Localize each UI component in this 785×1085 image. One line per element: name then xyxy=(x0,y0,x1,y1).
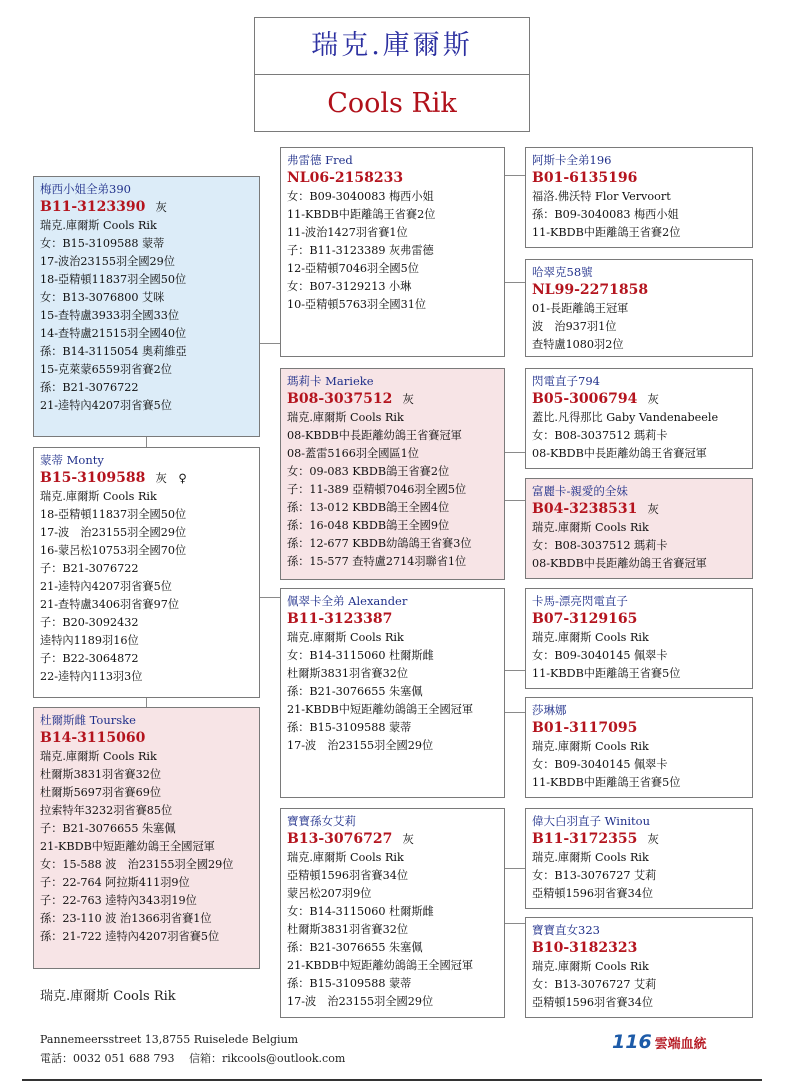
ring-id: B11-3123387 xyxy=(287,611,393,627)
performance-line: 女：B14-3115060 杜爾斯雌 xyxy=(287,905,434,918)
pedigree-box-ddd xyxy=(525,917,753,1018)
performance-line: 女：B08-3037512 瑪莉卡 xyxy=(532,429,668,442)
performance-line: 女：B15-3109588 蒙蒂 xyxy=(40,237,165,250)
pedigree-box-dsd xyxy=(525,697,753,798)
pedigree-box-ssd xyxy=(525,259,753,357)
performance-line: 瑞克.庫爾斯 Cools Rik xyxy=(532,631,649,644)
performance-line: 子：22-763 逵特內343羽19位 xyxy=(40,894,197,907)
ring-number xyxy=(40,469,253,488)
site-logo[interactable] xyxy=(612,1031,707,1053)
connector-line xyxy=(505,923,525,924)
color-sex: 灰 xyxy=(647,392,659,406)
ring-number xyxy=(532,719,746,738)
performance-line: 17-波 治23155羽全國29位 xyxy=(287,739,434,752)
owner-name-chinese: 瑞克.庫爾斯 xyxy=(255,18,529,75)
pedigree-box-sds xyxy=(525,368,753,469)
performance-line: 蒙呂松207羽9位 xyxy=(287,887,372,900)
logo-number: 116 xyxy=(612,1031,652,1053)
owner-signature: 瑞克.庫爾斯 Cools Rik xyxy=(40,989,176,1004)
pedigree-box-sdd xyxy=(525,478,753,579)
pedigree-box-dds xyxy=(525,808,753,909)
ring-id: B01-3117095 xyxy=(532,720,638,736)
performance-line: 08-蓋雷5166羽全國區1位 xyxy=(287,447,419,460)
pedigree-box-sss xyxy=(525,147,753,248)
pedigree-box-sire-dam xyxy=(280,368,505,580)
performance-line: 逵特內1189羽16位 xyxy=(40,634,139,647)
performance-line: 10-亞精頓5763羽全國31位 xyxy=(287,298,427,311)
performance-line: 11-KBDB中距離鴿王省賽5位 xyxy=(532,667,681,680)
performance-line: 子：B21-3076722 xyxy=(40,562,139,575)
performance-line: 瑞克.庫爾斯 Cools Rik xyxy=(287,851,404,864)
performance-line: 孫：B21-3076655 朱塞佩 xyxy=(287,941,423,954)
performance-line: 14-查特盧21515羽全國40位 xyxy=(40,327,187,340)
ring-number xyxy=(532,500,746,519)
ring-id: B11-3123390 xyxy=(40,199,146,215)
performance-line: 瑞克.庫爾斯 Cools Rik xyxy=(287,631,404,644)
performance-line: 17-波 治23155羽全國29位 xyxy=(287,995,434,1008)
performance-line: 21-KBDB中短距離幼鴿鴿王全國冠軍 xyxy=(287,959,474,972)
performance-line: 杜爾斯3831羽省賽32位 xyxy=(287,923,409,936)
performance-line: 01-長距離鴿王冠軍 xyxy=(532,302,629,315)
performance-line: 16-蒙呂松10753羽全國70位 xyxy=(40,544,187,557)
box-title: 弗雷德 Fred xyxy=(287,153,353,167)
performance-line: 21-逵特內4207羽省賽5位 xyxy=(40,580,172,593)
box-title: 阿斯卡全弟196 xyxy=(532,153,612,167)
performance-line: 女：B13-3076727 艾莉 xyxy=(532,978,657,991)
performance-line: 08-KBDB中長距離幼鴿王省賽冠軍 xyxy=(287,429,462,442)
performance-line: 女：B14-3115060 杜爾斯雌 xyxy=(287,649,434,662)
box-title: 梅西小姐全弟390 xyxy=(40,182,131,196)
performance-line: 17-波治23155羽全國29位 xyxy=(40,255,175,268)
color-sex: 灰 xyxy=(155,200,167,214)
performance-line: 女：15-588 波 治23155羽全國29位 xyxy=(40,858,234,871)
box-title: 閃電直子794 xyxy=(532,374,600,388)
connector-line xyxy=(505,670,525,671)
ring-number xyxy=(532,390,746,409)
box-title: 佩翠卡全弟 Alexander xyxy=(287,594,408,608)
ring-number xyxy=(532,830,746,849)
performance-line: 18-亞精頓11837羽全國50位 xyxy=(40,273,187,286)
connector-line xyxy=(146,697,147,707)
ring-id: B10-3182323 xyxy=(532,940,638,956)
performance-line: 21-逵特內4207羽省賽5位 xyxy=(40,399,172,412)
ring-id: B08-3037512 xyxy=(287,391,393,407)
footer-contact: 電話：0032 051 688 793 信箱：rikcools@outlook.com xyxy=(40,1052,346,1065)
ring-number xyxy=(287,610,498,629)
ring-number xyxy=(532,939,746,958)
box-title: 蒙蒂 Monty xyxy=(40,453,104,467)
ring-number xyxy=(532,281,746,300)
performance-line: 杜爾斯5697羽省賽69位 xyxy=(40,786,162,799)
performance-line: 杜爾斯3831羽省賽32位 xyxy=(40,768,162,781)
color-sex: 灰 ♀ xyxy=(155,471,187,485)
ring-id: B14-3115060 xyxy=(40,730,146,746)
performance-line: 孫：B09-3040083 梅西小姐 xyxy=(532,208,679,221)
performance-line: 子：11-389 亞精頓7046羽全國5位 xyxy=(287,483,467,496)
logo-site-name: 雲端血統 xyxy=(654,1037,707,1052)
pedigree-box-sire-sire xyxy=(280,147,505,357)
performance-line: 女：B08-3037512 瑪莉卡 xyxy=(532,539,668,552)
performance-line: 子：B21-3076655 朱塞佩 xyxy=(40,822,176,835)
performance-line: 孫：21-722 逵特內4207羽省賽5位 xyxy=(40,930,220,943)
performance-line: 女：B13-3076800 艾咪 xyxy=(40,291,165,304)
box-title: 杜爾斯雌 Tourske xyxy=(40,713,136,727)
ring-id: B04-3238531 xyxy=(532,501,638,517)
connector-line xyxy=(260,597,280,598)
ring-number xyxy=(287,390,498,409)
performance-line: 女：B09-3040145 佩翠卡 xyxy=(532,649,668,662)
ring-number xyxy=(287,169,498,188)
ring-id: NL06-2158233 xyxy=(287,170,404,186)
ring-id: B05-3006794 xyxy=(532,391,638,407)
performance-line: 15-克萊蒙6559羽省賽2位 xyxy=(40,363,172,376)
performance-line: 孫：B14-3115054 奧莉維亞 xyxy=(40,345,187,358)
performance-line: 查特盧1080羽2位 xyxy=(532,338,624,351)
box-title: 瑪莉卡 Marieke xyxy=(287,374,374,388)
color-sex: 灰 xyxy=(402,392,414,406)
performance-line: 蓋比.凡得那比 Gaby Vandenabeele xyxy=(532,411,719,424)
performance-line: 孫：B21-3076655 朱塞佩 xyxy=(287,685,423,698)
connector-line xyxy=(505,452,525,453)
performance-line: 亞精頓1596羽省賽34位 xyxy=(532,887,654,900)
performance-line: 孫：13-012 KBDB鴿王全國4位 xyxy=(287,501,450,514)
ring-number xyxy=(532,610,746,629)
owner-name-english: Cools Rik xyxy=(327,88,457,119)
connector-line xyxy=(505,175,525,176)
ring-id: B13-3076727 xyxy=(287,831,393,847)
connector-line xyxy=(505,500,525,501)
performance-line: 女：B09-3040145 佩翠卡 xyxy=(532,758,668,771)
performance-line: 08-KBDB中長距離幼鴿王省賽冠軍 xyxy=(532,557,707,570)
performance-line: 11-KBDB中距離鴿王省賽2位 xyxy=(287,208,436,221)
performance-line: 女：B09-3040083 梅西小姐 xyxy=(287,190,434,203)
box-title: 哈翠克58號 xyxy=(532,265,593,279)
pedigree-box-dam xyxy=(33,707,260,969)
pedigree-header xyxy=(254,17,530,132)
performance-line: 子：22-764 阿拉斯411羽9位 xyxy=(40,876,190,889)
performance-line: 瑞克.庫爾斯 Cools Rik xyxy=(532,960,649,973)
connector-line xyxy=(505,868,525,869)
footer-divider xyxy=(22,1079,762,1081)
pedigree-box-dam-sire xyxy=(280,588,505,798)
performance-line: 女：B07-3129213 小琳 xyxy=(287,280,412,293)
performance-line: 18-亞精頓11837羽全國50位 xyxy=(40,508,187,521)
performance-line: 孫：15-577 查特盧2714羽聯省1位 xyxy=(287,555,467,568)
performance-line: 孫：12-677 KBDB幼鴿鴿王省賽3位 xyxy=(287,537,472,550)
performance-line: 女：09-083 KBDB鴿王省賽2位 xyxy=(287,465,450,478)
connector-line xyxy=(146,437,147,447)
performance-line: 亞精頓1596羽省賽34位 xyxy=(287,869,409,882)
performance-line: 瑞克.庫爾斯 Cools Rik xyxy=(40,750,157,763)
ring-id: NL99-2271858 xyxy=(532,282,649,298)
ring-id: B15-3109588 xyxy=(40,470,146,486)
ring-number xyxy=(40,729,253,748)
pedigree-box-dss xyxy=(525,588,753,689)
ring-id: B11-3172355 xyxy=(532,831,638,847)
performance-line: 瑞克.庫爾斯 Cools Rik xyxy=(532,521,649,534)
performance-line: 女：B13-3076727 艾莉 xyxy=(532,869,657,882)
performance-line: 11-KBDB中距離鴿王省賽2位 xyxy=(532,226,681,239)
box-title: 寶寶直女323 xyxy=(532,923,600,937)
box-title: 富麗卡-親愛的全妹 xyxy=(532,484,628,498)
connector-line xyxy=(505,282,525,283)
performance-line: 21-KBDB中短距離幼鴿王全國冠軍 xyxy=(40,840,215,853)
performance-line: 杜爾斯3831羽省賽32位 xyxy=(287,667,409,680)
performance-line: 21-查特盧3406羽省賽97位 xyxy=(40,598,180,611)
performance-line: 孫：B21-3076722 xyxy=(40,381,139,394)
performance-line: 子：B22-3064872 xyxy=(40,652,139,665)
performance-line: 17-波 治23155羽全國29位 xyxy=(40,526,187,539)
performance-line: 21-KBDB中短距離幼鴿鴿王全國冠軍 xyxy=(287,703,474,716)
box-title: 莎琳娜 xyxy=(532,703,567,717)
box-title: 卡馬-漂亮閃電直子 xyxy=(532,594,628,608)
pedigree-box-sire xyxy=(33,447,260,698)
performance-line: 11-波治1427羽省賽1位 xyxy=(287,226,408,239)
ring-id: B07-3129165 xyxy=(532,611,638,627)
performance-line: 瑞克.庫爾斯 Cools Rik xyxy=(287,411,404,424)
performance-line: 瑞克.庫爾斯 Cools Rik xyxy=(532,851,649,864)
pedigree-box-dam-dam xyxy=(280,808,505,1018)
connector-line xyxy=(505,712,525,713)
performance-line: 瑞克.庫爾斯 Cools Rik xyxy=(532,740,649,753)
performance-line: 11-KBDB中距離鴿王省賽5位 xyxy=(532,776,681,789)
ring-number xyxy=(532,169,746,188)
color-sex: 灰 xyxy=(647,502,659,516)
performance-line: 子：B11-3123389 灰弗雷德 xyxy=(287,244,434,257)
performance-line: 22-逵特內113羽3位 xyxy=(40,670,143,683)
performance-line: 拉索特年3232羽省賽85位 xyxy=(40,804,173,817)
ring-number xyxy=(287,830,498,849)
performance-line: 15-查特盧3933羽全國33位 xyxy=(40,309,180,322)
performance-line: 12-亞精頓7046羽全國5位 xyxy=(287,262,419,275)
footer-address: Pannemeersstreet 13,8755 Ruiselede Belgium xyxy=(40,1033,299,1046)
performance-line: 亞精頓1596羽省賽34位 xyxy=(532,996,654,1009)
performance-line: 孫：16-048 KBDB鴿王全國9位 xyxy=(287,519,450,532)
color-sex: 灰 xyxy=(647,832,659,846)
box-title: 偉大白羽直子 Winitou xyxy=(532,814,650,828)
performance-line: 福洛.佛沃特 Flor Vervoort xyxy=(532,190,671,203)
color-sex: 灰 xyxy=(402,832,414,846)
performance-line: 孫：B15-3109588 蒙蒂 xyxy=(287,721,412,734)
performance-line: 瑞克.庫爾斯 Cools Rik xyxy=(40,490,157,503)
performance-line: 子：B20-3092432 xyxy=(40,616,139,629)
connector-line xyxy=(260,343,280,344)
ring-id: B01-6135196 xyxy=(532,170,638,186)
ring-number xyxy=(40,198,253,217)
pedigree-box-main xyxy=(33,176,260,437)
performance-line: 08-KBDB中長距離幼鴿王省賽冠軍 xyxy=(532,447,707,460)
performance-line: 波 治937羽1位 xyxy=(532,320,617,333)
performance-line: 孫：B15-3109588 蒙蒂 xyxy=(287,977,412,990)
performance-line: 瑞克.庫爾斯 Cools Rik xyxy=(40,219,157,232)
box-title: 寶寶孫女艾莉 xyxy=(287,814,356,828)
performance-line: 孫：23-110 波 治1366羽省賽1位 xyxy=(40,912,212,925)
